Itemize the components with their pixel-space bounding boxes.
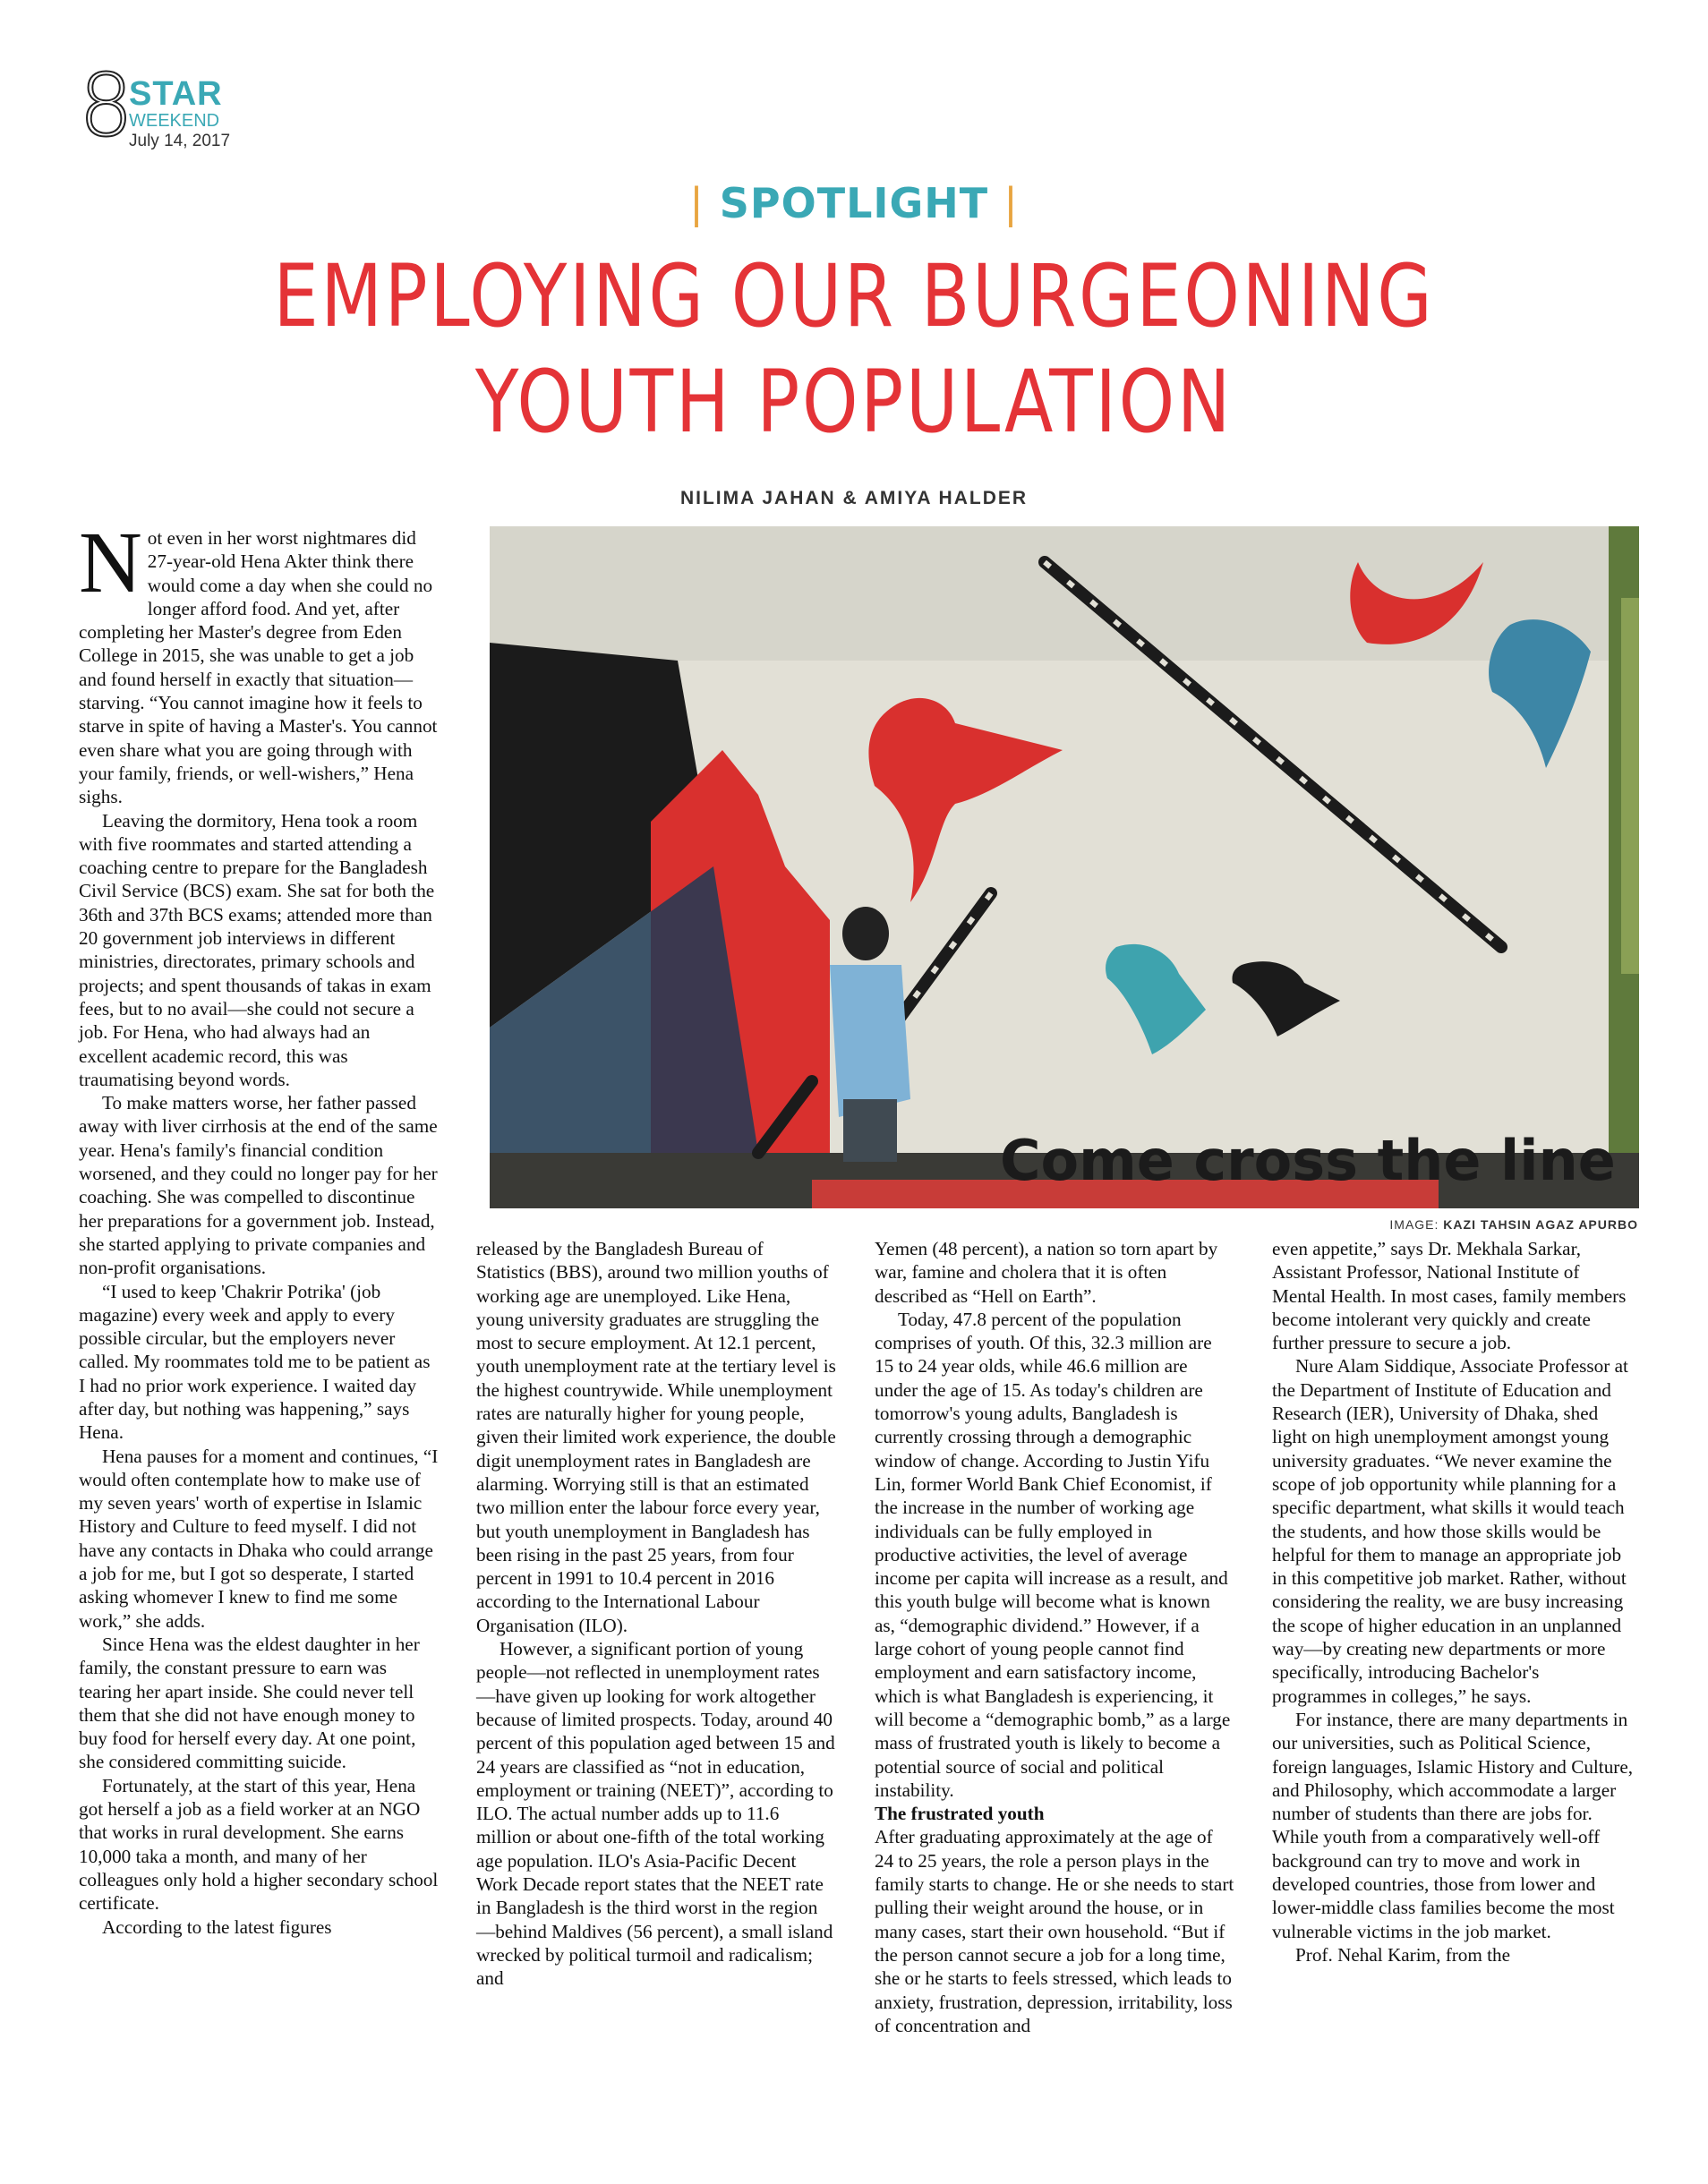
page-number: 8	[79, 55, 134, 156]
paragraph	[79, 515, 439, 809]
article-column-4	[1272, 1237, 1635, 1966]
brand-title: STAR	[129, 75, 223, 113]
article-column-2	[476, 1237, 836, 1991]
article-column-1	[79, 515, 439, 1939]
paragraph: even appetite,” says Dr. Mekhala Sarkar, Assistant Professor, National Institute of Mental Health. In most cases, family members become intolerant very quickly and create further pressure to secure a job.	[1272, 1238, 1627, 1354]
paragraph: According to the latest figures	[102, 1915, 332, 1938]
paragraph: “I used to keep 'Chakrir Potrika' (job magazine) every week and apply to every possible circular, but the employers never called. My roommates told me to be patient as I had no prior work experience. I waited day after day, but nothing was happening,” says Hena.	[79, 1280, 431, 1444]
mural-slogan: Come cross the line	[1000, 1128, 1616, 1193]
headline-line-1: EMPLOYING OUR BURGEONING	[273, 246, 1435, 346]
paragraph: released by the Bangladesh Bureau of Statistics (BBS), around two million youths of working age are unemployed. Like Hena, young university graduates are struggling the most to secure employment. At 12.1 percent, youth unemployment rate at the tertiary level is the highest countrywide. While unemployment rates are naturally higher for young people, given their limited work experience, the double digit unemployment rates in Bangladesh are alarming. Worrying still is that an estimated two million enter the labour force every year, but youth unemployment in Bangladesh has been rising in the past 25 years, from four percent in 1991 to 10.4 percent in 2016 according to the International Labour Organisation (ILO).	[476, 1238, 836, 1636]
paragraph: However, a significant portion of young people—not reflected in unemployment rates—have given up looking for work altogether because of limited prospects. Today, around 40 percent of this population aged between 15 and 24 years are classified as “not in education, employment or training (NEET)”, according to ILO. The actual number adds up to 11.6 million or about one-fifth of the total working age population. ILO's Asia-Pacific Decent Work Decade report states that the NEET rate in Bangladesh is the third worst in the region—behind Maldives (56 percent), a small island wrecked by political turmoil and radicalism; and	[476, 1638, 835, 1990]
photo-credit	[1389, 1217, 1638, 1232]
paragraph: To make matters worse, her father passed away with liver cirrhosis at the end of the same year. Hena's family's financial condition worsened, and they could no longer pay for her coaching. She was compelled to discontinue her preparations for a government job. Instead, she started applying to private companies and non-profit organisations.	[79, 1092, 438, 1279]
section-name: SPOTLIGHT	[719, 179, 989, 227]
publication-brand	[129, 77, 230, 149]
masthead	[79, 55, 347, 156]
byline: NILIMA JAHAN & AMIYA HALDER	[679, 488, 1029, 508]
section-bar-right: |	[1003, 179, 1019, 227]
subheading: The frustrated youth	[875, 1803, 1045, 1825]
paragraph: Fortunately, at the start of this year, Hena got herself a job as a field worker at an NGO that works in rural development. She earns 10,000 taka a month, and many of her colleagues only hold a higher secondary school certificate.	[79, 1774, 439, 1915]
mural-illustration	[490, 526, 1639, 1208]
paragraph: Hena pauses for a moment and continues, “I would often contemplate how to make use of my seven years' worth of expertise in Islamic History and Culture to feed myself. I did not have any contacts in Dhaka who could arrange a job for me, but I got so desperate, I started asking whomever I knew to find me some work,” she adds.	[79, 1445, 439, 1632]
paragraph-text: ot even in her worst nightmares did 27-year-old Hena Akter think there would come a day when she could no longer afford food. And yet, after completing her Master's degree from Eden College in 2015, she was unable to get a job and found herself in exactly that situation—starving. “You cannot imagine how it feels to starve in spite of having a Master's. You cannot even share what you are going through with your family, friends, or well-wishers,” Hena sighs.	[79, 527, 438, 808]
photo-credit-name: KAZI TAHSIN AGAZ APURBO	[1443, 1217, 1638, 1232]
section-label	[0, 179, 1708, 227]
paragraph: For instance, there are many departments in our universities, such as Political Science, foreign languages, Islamic History and Culture, and Philosophy, which accommodate a larger number of students than there are jobs for. While youth from a comparatively well-off background can try to move and work in developed countries, those from lower and lower-middle class families become the most vulnerable victims in the job market.	[1272, 1708, 1634, 1942]
paragraph: Nure Alam Siddique, Associate Professor at the Department of Institute of Education and Research (IER), University of Dhaka, shed light on high unemployment amongst young university graduates. “We never examine the scope of job opportunity while planning for a specific department, what skills it would teach the students, and how those skills would be helpful for them to manage an appropriate job in this competitive job market. Rather, without considering the reality, we are busy increasing the scope of higher education in an unplanned way—by creating new departments or more specifically, introducing Bachelor's programmes in colleges,” he says.	[1272, 1355, 1628, 1707]
article-column-3	[875, 1237, 1234, 2037]
issue-date: July 14, 2017	[129, 132, 231, 150]
photo-credit-prefix: IMAGE:	[1389, 1217, 1439, 1232]
paragraph: Since Hena was the eldest daughter in her family, the constant pressure to earn was tearing her apart inside. She could never tell them that she did not have enough money to buy food for herself every day. At one point, she considered committing suicide.	[79, 1633, 420, 1773]
paragraph: Leaving the dormitory, Hena took a room with five roommates and started attending a coaching centre to prepare for the Bangladesh Civil Service (BCS) exam. She sat for both the 36th and 37th BCS exams; attended more than 20 government job interviews in different ministries, directorates, primary schools and projects; and spent thousands of takas in exam fees, but to no avail—she could not secure a job. For Hena, who had always had an excellent academic record, this was traumatising beyond words.	[79, 809, 435, 1090]
paragraph: Today, 47.8 percent of the population comprises of youth. Of this, 32.3 million are 15 to 24 year olds, while 46.6 million are under the age of 15. As today's children are tomorrow's young adults, Bangladesh is currently crossing through a demographic window of change. According to Justin Yifu Lin, former World Bank Chief Economist, if the increase in the number of working age individuals can be fully employed in productive activities, the level of average income per capita will increase as a result, and this youth bulge will become what is known as, “demographic dividend.” However, if a large cohort of young people cannot find employment and earn satisfactory income, which is what Bangladesh is experiencing, it will become a “demographic bomb,” as a large mass of frustrated youth is likely to become a potential source of social and political instability.	[875, 1308, 1231, 1801]
headline-line-2: YOUTH POPULATION	[474, 352, 1234, 452]
drop-cap: N	[79, 515, 142, 611]
section-bar-left: |	[689, 179, 705, 227]
article-photo	[490, 526, 1639, 1208]
paragraph: Yemen (48 percent), a nation so torn apart by war, famine and cholera that it is often described as “Hell on Earth”.	[875, 1238, 1218, 1307]
paragraph: Prof. Nehal Karim, from the	[1295, 1943, 1511, 1966]
paragraph: After graduating approximately at the age of 24 to 25 years, the role a person plays in the family starts to change. He or she needs to start pulling their weight around the house, or in many cases, start their own household. “But if the person cannot secure a job for a long time, she or he starts to feels stressed, which leads to anxiety, frustration, depression, irritability, loss of concentration and	[875, 1826, 1234, 2036]
brand-subtitle: WEEKEND	[129, 111, 220, 131]
headline	[68, 243, 1639, 455]
